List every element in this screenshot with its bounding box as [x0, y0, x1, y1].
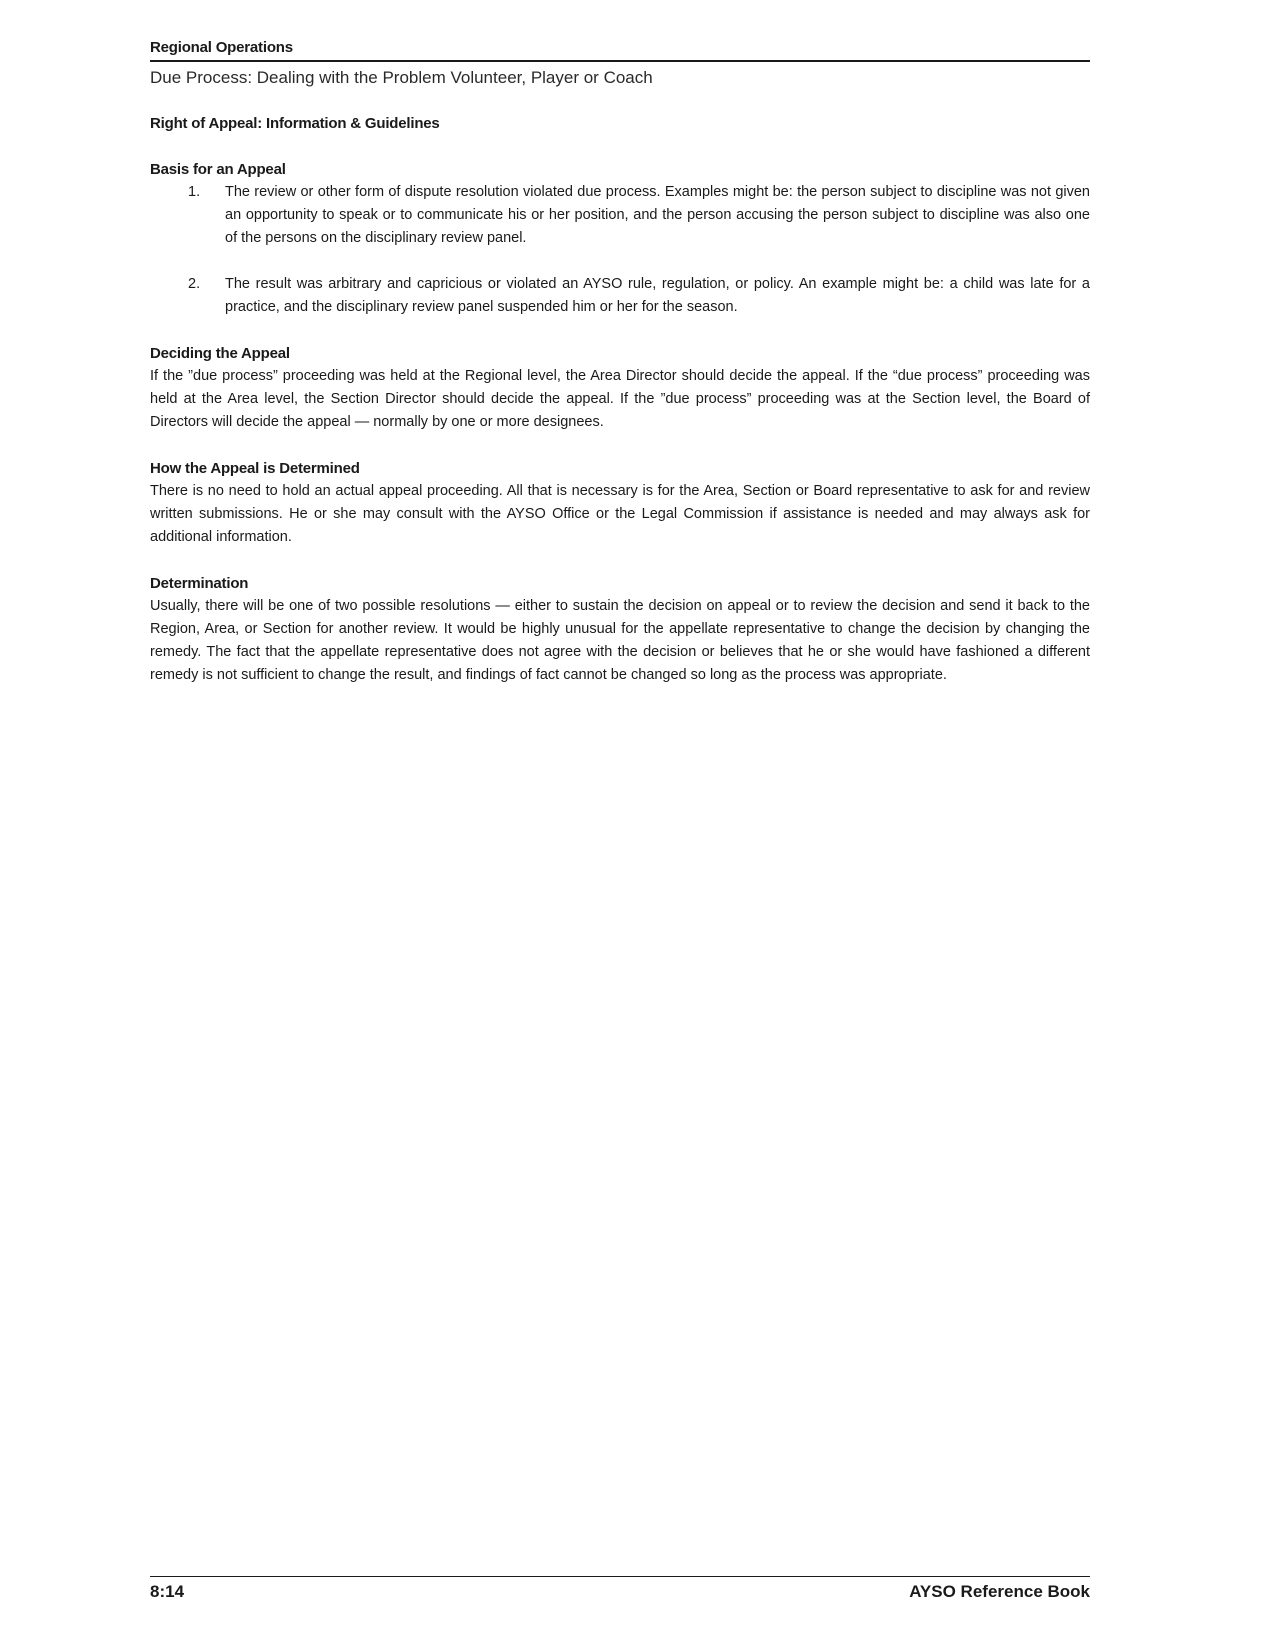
footer-row	[150, 1581, 1090, 1603]
header-chapter-title: Due Process: Dealing with the Problem Volunteer, Player or Coach	[150, 68, 653, 87]
how-heading: How the Appeal is Determined	[150, 460, 360, 477]
list-item-text: The result was arbitrary and capricious or violated an AYSO rule, regulation, or policy. An example might be: a child was late for a practice, and the disciplinary review panel suspended him or her for the season.	[225, 276, 1090, 315]
determination-heading: Determination	[150, 575, 249, 592]
header-section-label: Regional Operations	[150, 39, 293, 56]
document-page	[150, 0, 1090, 1650]
page-number: 8:14	[150, 1582, 185, 1601]
deciding-paragraph: If the ”due process” proceeding was held at the Regional level, the Area Director should decide the appeal. If the “due process” proceeding was held at the Area level, the Section Director should decide the appeal. If the ”due process” proceeding was at the Section level, the Board of Directors will decide the appeal — normally by one or more designees.	[150, 368, 1090, 430]
list-item-text: The review or other form of dispute resolution violated due process. Examples might be: the person subject to discipline was not given an opportunity to speak or to communicate his or her position, and the person accusing the person subject to discipline was also one of the persons on the disciplinary review panel.	[225, 184, 1090, 246]
basis-list	[150, 181, 1090, 319]
list-item-number: 1.	[188, 184, 201, 200]
page-header	[150, 38, 1090, 89]
basis-heading: Basis for an Appeal	[150, 161, 286, 178]
how-paragraph: There is no need to hold an actual appeal proceeding. All that is necessary is for the Area, Section or Board representative to ask for and review written submissions. He or she may consult with the AYSO Office or the Legal Commission if assistance is needed and may always ask for additional information.	[150, 483, 1090, 545]
book-title: AYSO Reference Book	[909, 1582, 1090, 1601]
page-content	[150, 112, 1090, 710]
page-footer	[150, 1576, 1090, 1603]
list-item-number: 2.	[188, 276, 201, 292]
list-item	[150, 181, 1090, 250]
deciding-heading: Deciding the Appeal	[150, 345, 290, 362]
footer-divider	[150, 1576, 1090, 1577]
list-item	[150, 273, 1090, 319]
determination-paragraph: Usually, there will be one of two possible resolutions — either to sustain the decision on appeal or to review the decision and send it back to the Region, Area, or Section for another review. It would be highly unusual for the appellate representative to change the decision by changing the remedy. The fact that the appellate representative does not agree with the decision or believes that he or she would have fashioned a different remedy is not sufficient to change the result, and findings of fact cannot be changed so long as the process was appropriate.	[150, 598, 1090, 683]
document-title: Right of Appeal: Information & Guidelines	[150, 115, 440, 132]
header-divider	[150, 60, 1090, 62]
